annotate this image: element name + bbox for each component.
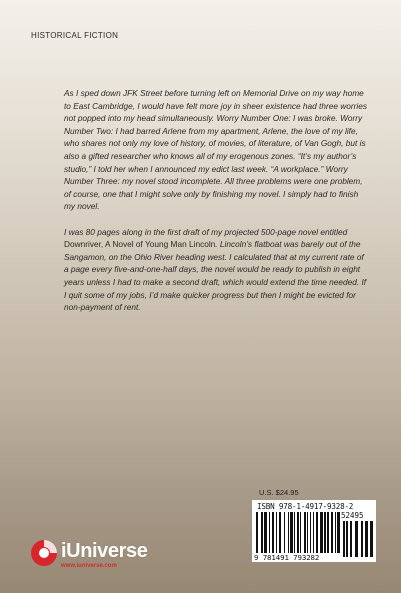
publisher-url: www.iuniverse.com xyxy=(61,563,117,569)
iuniverse-mark-icon xyxy=(29,538,59,568)
publisher-name: iUniverse xyxy=(61,540,148,562)
iuniverse-logo xyxy=(29,538,179,572)
supplement-barcode-bars xyxy=(342,521,374,557)
novel-title: Downriver, A Novel of Young Man Lincoln xyxy=(64,239,216,250)
isbn-barcode xyxy=(252,500,376,562)
genre-label: HISTORICAL FICTION xyxy=(31,31,119,40)
isbn-number: ISBN 978-1-4917-9328-2 xyxy=(257,502,354,511)
blurb-paragraph-2 xyxy=(64,226,370,314)
price-label: U.S. $24.95 xyxy=(259,488,299,497)
price-supplement-digits: 52495 xyxy=(341,511,364,520)
blurb-paragraph-1: As I sped down JFK Street before turning left on Memorial Drive on my way home to East Cambridge, I would have felt more joy in sheer existence had three worries not popped into my head simultaneously. Worry Number One: I was broke. Worry Number Two: I had barred Arlene from my apartment, Arlene, the love of my life, who shares not only my love of history, of movies, of literature, of Van Gogh, but is also a gifted researcher who knows all of my erogenous zones. “It’s my author’s studio,” I told her when I announced my edict last week. “A workplace.” Worry Number Three: my novel stood incomplete. All three problems were one problem, of course, one that I might solve only by finishing my novel. I simply had to finish my novel. xyxy=(64,88,367,212)
blurb-text: . Lincoln’s flatboat was barely out of the Sangamon, on the Ohio River heading west. I calculated that at my current rate of a page every five-and-one-half days, the novel would be ready to publish in eight years unless I had to make a second draft, which would extend the time needed. If I quit some of my jobs, I’d make quicker progress but then I might be evicted for non-payment of rent. xyxy=(64,239,367,313)
ean-digits: 9 781491 793282 xyxy=(254,553,320,562)
blurb-text: I was 80 pages along in the first draft of my projected 500-page novel entitled xyxy=(64,226,348,237)
back-cover-blurb xyxy=(64,87,370,326)
ean-barcode-bars xyxy=(255,512,341,553)
